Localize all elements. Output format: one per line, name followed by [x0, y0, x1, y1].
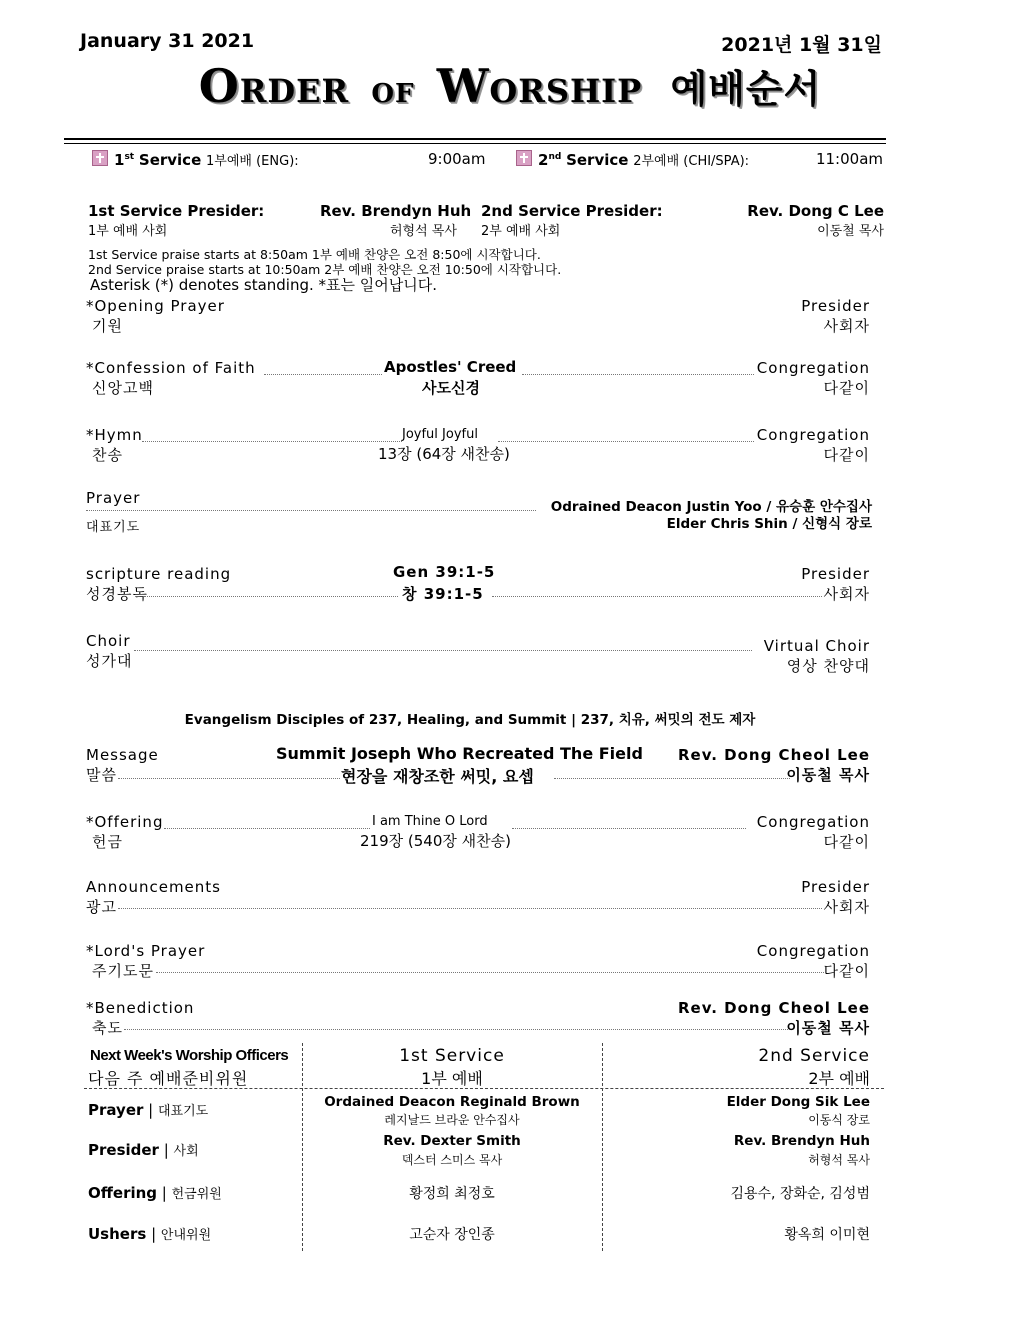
standing-note: Asterisk (*) denotes standing. *표는 일어납니다. [90, 276, 438, 294]
officer-cell: 김용수, 장화순, 김성범 [730, 1186, 870, 1202]
leader-dots [264, 374, 382, 375]
announcements-ko: 광고 [86, 898, 117, 916]
benediction-who-ko: 이동철 목사 [786, 1019, 870, 1037]
second-presider-label-ko: 2부 예배 사회 [481, 224, 561, 239]
title-cap-o: O [198, 59, 240, 113]
hymn-label: *Hymn [86, 426, 143, 444]
opening-prayer-ko: 기원 [92, 317, 123, 335]
confession-who-ko: 다같이 [823, 379, 870, 397]
praise-note-1: 1st Service praise starts at 8:50am 1부 예배 찬양은 오전 8:50에 시작합니다. [88, 247, 541, 262]
choir-who: Virtual Choir [763, 637, 870, 655]
officers-heading-ko: 다음 주 예배준비위원 [88, 1069, 249, 1088]
confession-ko: 신앙고백 [92, 379, 154, 397]
choir-label: Choir [86, 632, 131, 650]
second-presider-name-ko: 이동철 목사 [817, 224, 884, 239]
second-service-time: 11:00am [815, 150, 883, 168]
lords-prayer-label: *Lord's Prayer [86, 942, 206, 960]
offering-ko: 헌금 [92, 833, 123, 851]
opening-prayer-label: *Opening Prayer [86, 297, 225, 315]
announcements-label: Announcements [86, 878, 221, 896]
scripture-who-ko: 사회자 [823, 585, 870, 603]
page-title [0, 58, 1020, 113]
hymn-title: Joyful Joyful [402, 427, 478, 442]
col-second-service: 2nd Service [758, 1046, 870, 1066]
confession-title-ko: 사도신경 [422, 379, 480, 397]
prayer-ko: 대표기도 [86, 520, 141, 535]
prayer-leader-1: Odrained Deacon Justin Yoo / 유승훈 안수집사 [550, 499, 872, 515]
date-korean: 2021년 1월 31일 [721, 34, 882, 56]
first-service-line: 1st Service 1부예배 (ENG): [92, 150, 299, 169]
sermon-series-banner: Evangelism Disciples of 237, Healing, and Summit | 237, 치유, 써밋의 전도 제자 [184, 712, 756, 728]
officers-heading: Next Week's Worship Officers [90, 1047, 289, 1064]
benediction-who: Rev. Dong Cheol Lee [677, 999, 870, 1017]
leader-dots [86, 510, 536, 511]
leader-dots [164, 828, 370, 829]
offering-label: *Offering [86, 813, 164, 831]
opening-prayer-who-ko: 사회자 [823, 317, 870, 335]
col-first-service: 1st Service [399, 1046, 505, 1066]
officer-row-label: Offering | 헌금위원 [88, 1184, 222, 1202]
officer-cell: 고순자 장인종 [409, 1227, 495, 1243]
first-presider-label: 1st Service Presider: [88, 202, 265, 220]
confession-who: Congregation [756, 359, 870, 377]
officer-row-label: Presider | 사회 [88, 1141, 199, 1159]
second-presider-label: 2nd Service Presider: [481, 202, 663, 220]
praise-note-2: 2nd Service praise starts at 10:50am 2부 예배 찬양은 오전 10:50에 시작합니다. [88, 262, 562, 277]
leader-dots [144, 596, 398, 597]
leader-dots [498, 441, 754, 442]
choir-ko: 성가대 [86, 652, 133, 670]
first-presider-label-ko: 1부 예배 사회 [88, 224, 168, 239]
choir-who-ko: 영상 찬양대 [786, 657, 870, 675]
leader-dots [118, 778, 340, 779]
officer-cell: 황정희 최정호 [409, 1186, 495, 1202]
sermon-title-ko: 현장을 재창조한 써밋, 요셉 [341, 767, 534, 786]
announcements-who-ko: 사회자 [823, 898, 870, 916]
leader-dots [156, 972, 824, 973]
message-label: Message [86, 746, 159, 764]
leader-dots [522, 374, 754, 375]
officer-cell-ko: 덱스터 스미스 목사 [401, 1153, 503, 1167]
scripture-ref: Gen 39:1-5 [393, 563, 496, 581]
title-word-worship: ORSHIP [489, 72, 643, 110]
date-english: January 31 2021 [80, 30, 255, 52]
officer-cell-ko: 레지날드 브라운 안수집사 [384, 1113, 520, 1127]
hymn-who: Congregation [756, 426, 870, 444]
title-word-order: RDER [239, 72, 350, 110]
sermon-title: Summit Joseph Who Recreated The Field [276, 744, 643, 763]
cross-icon [92, 150, 108, 166]
header-rule [64, 138, 886, 140]
offering-who-ko: 다같이 [823, 833, 870, 851]
title-cap-w: W [436, 59, 490, 113]
title-korean: 예배순서 [670, 67, 822, 111]
message-preacher-ko: 이동철 목사 [786, 766, 870, 784]
officer-cell: Elder Dong Sik Lee [726, 1094, 870, 1110]
second-service-line: 2nd Service 2부예배 (CHI/SPA): [516, 150, 749, 169]
leader-dots [512, 828, 746, 829]
first-presider-name-ko: 허형석 목사 [390, 224, 457, 239]
opening-prayer-who: Presider [801, 297, 870, 315]
col-first-service-ko: 1부 예배 [421, 1069, 483, 1088]
leader-dots [118, 908, 822, 909]
header-rule-thin [64, 143, 886, 144]
officer-cell: Rev. Brendyn Huh [733, 1133, 870, 1149]
announcements-who: Presider [801, 878, 870, 896]
officer-row-label: Ushers | 안내위원 [88, 1225, 212, 1243]
title-word-of: OF [371, 79, 415, 109]
officer-cell: 황옥희 이미현 [784, 1227, 870, 1243]
lords-prayer-ko: 주기도문 [92, 962, 154, 980]
first-service-time: 9:00am [428, 150, 486, 168]
table-divider [602, 1043, 603, 1251]
hymn-number: 13장 (64장 새찬송) [378, 445, 510, 463]
first-presider-name: Rev. Brendyn Huh [320, 202, 472, 220]
offering-hymn-number: 219장 (540장 새찬송) [360, 832, 511, 850]
leader-dots [124, 1029, 788, 1030]
lords-prayer-who: Congregation [756, 942, 870, 960]
message-ko: 말씀 [86, 766, 117, 784]
leader-dots [134, 650, 752, 651]
scripture-ref-ko: 창 39:1-5 [402, 585, 484, 603]
officer-cell-ko: 이동식 장로 [808, 1113, 870, 1127]
officer-cell: Ordained Deacon Reginald Brown [324, 1094, 580, 1110]
leader-dots [142, 441, 402, 442]
officer-cell: Rev. Dexter Smith [383, 1133, 521, 1149]
offering-who: Congregation [756, 813, 870, 831]
cross-icon [516, 150, 532, 166]
offering-hymn-title: I am Thine O Lord [372, 814, 488, 829]
col-second-service-ko: 2부 예배 [808, 1069, 870, 1088]
confession-title: Apostles' Creed [384, 358, 517, 376]
hymn-ko: 찬송 [92, 446, 123, 464]
benediction-label: *Benediction [86, 999, 195, 1017]
confession-label: *Confession of Faith [86, 359, 256, 377]
message-preacher: Rev. Dong Cheol Lee [677, 746, 870, 764]
second-presider-name: Rev. Dong C Lee [747, 202, 884, 220]
lords-prayer-who-ko: 다같이 [823, 962, 870, 980]
officer-cell-ko: 허형석 목사 [808, 1153, 870, 1167]
scripture-ko: 성경봉독 [86, 585, 148, 603]
hymn-who-ko: 다같이 [823, 446, 870, 464]
prayer-leader-2: Elder Chris Shin / 신형식 장로 [666, 516, 872, 532]
officer-row-label: Prayer | 대표기도 [88, 1101, 209, 1119]
scripture-who: Presider [801, 565, 870, 583]
prayer-label: Prayer [86, 489, 141, 507]
leader-dots [492, 596, 822, 597]
scripture-label: scripture reading [86, 565, 232, 583]
benediction-ko: 축도 [92, 1019, 123, 1037]
leader-dots [554, 778, 790, 779]
